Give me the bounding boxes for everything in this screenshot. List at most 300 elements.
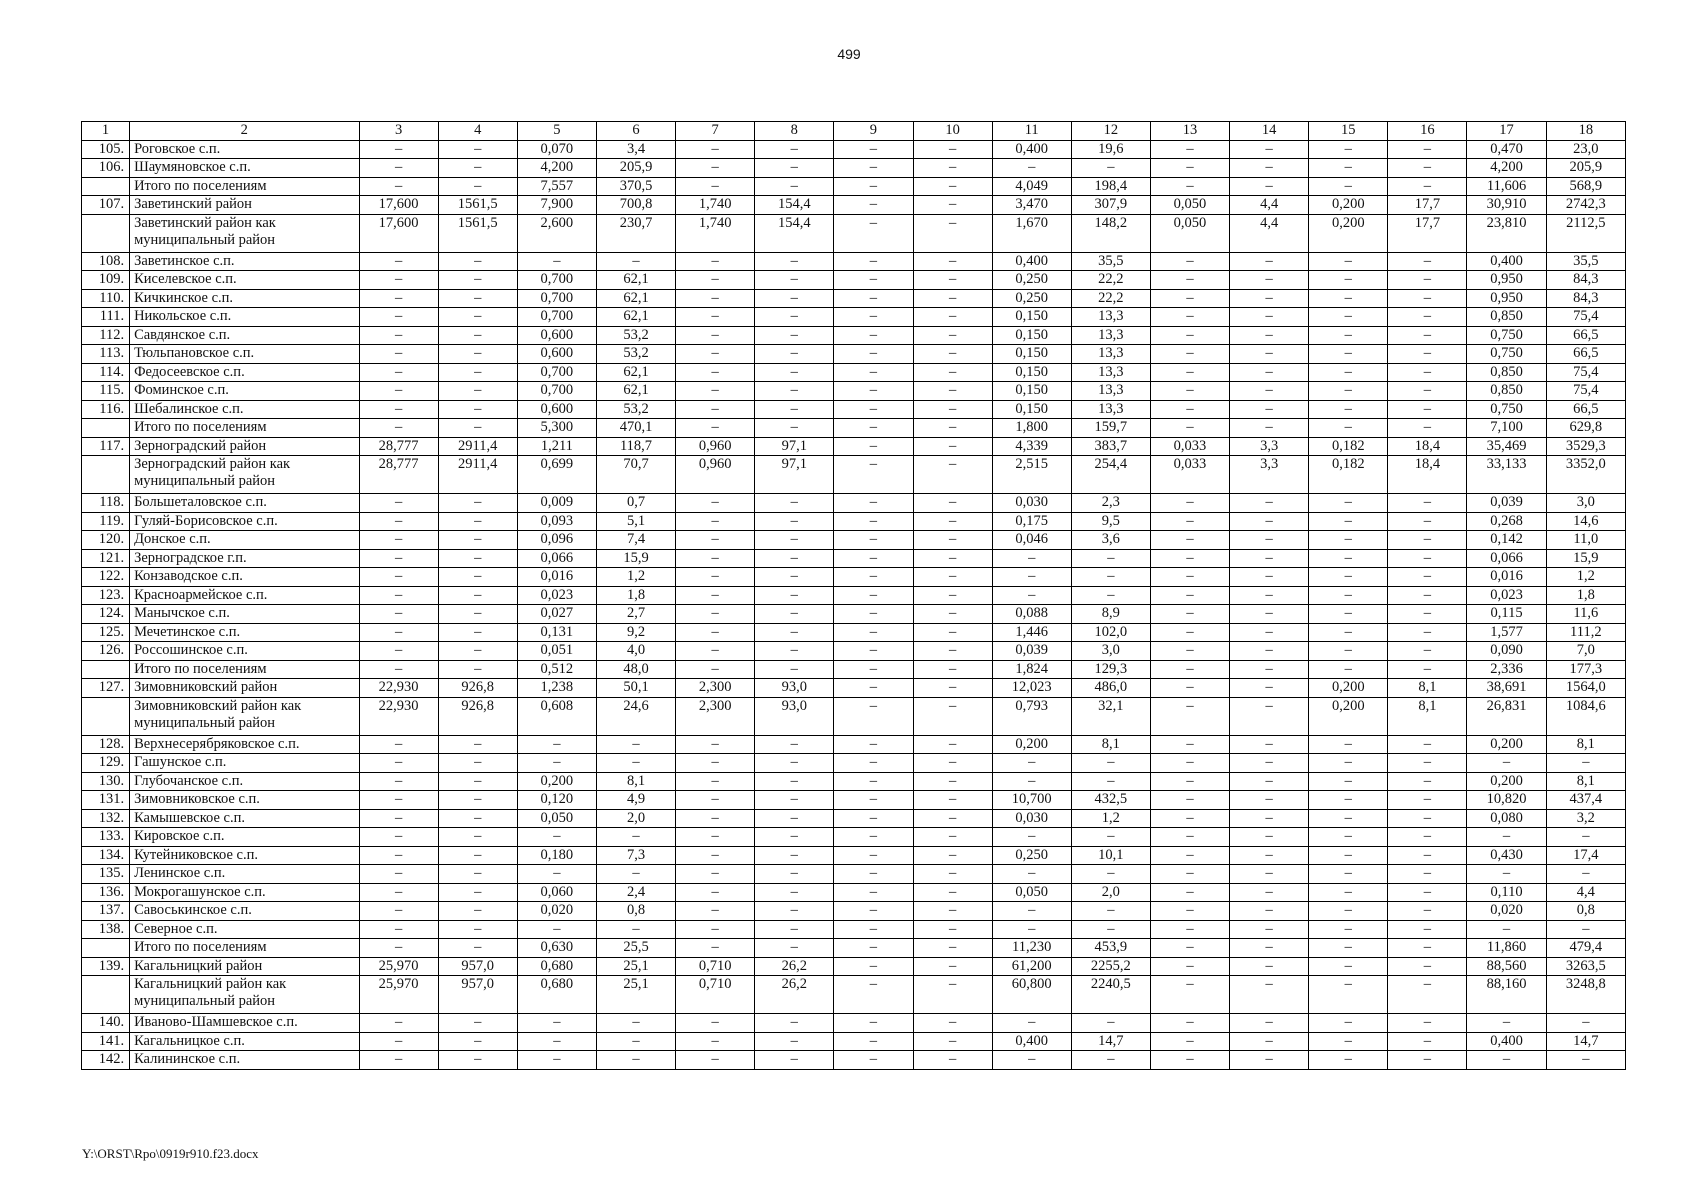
row-number: 117. (82, 437, 130, 456)
header-cell: 13 (1150, 122, 1229, 141)
table-cell: – (1309, 1051, 1388, 1070)
table-cell: – (1388, 623, 1467, 642)
table-cell: 0,710 (676, 957, 755, 976)
table-cell: 88,560 (1467, 957, 1546, 976)
table-cell: 10,700 (992, 791, 1071, 810)
table-cell: – (1388, 735, 1467, 754)
table-cell: – (834, 1014, 913, 1033)
table-cell: 1,800 (992, 419, 1071, 438)
table-cell: – (676, 754, 755, 773)
table-cell: – (359, 623, 438, 642)
table-cell: – (992, 159, 1071, 178)
table-cell: 2,7 (596, 605, 675, 624)
table-cell: 7,557 (517, 177, 596, 196)
table-cell: – (1230, 660, 1309, 679)
table-cell: – (755, 289, 834, 308)
table-cell: – (676, 735, 755, 754)
table-row (82, 437, 1626, 456)
table-cell: 957,0 (438, 957, 517, 976)
table-cell: – (359, 846, 438, 865)
table-cell: – (1071, 754, 1150, 773)
table-cell: – (755, 419, 834, 438)
table-cell: – (1150, 494, 1229, 513)
table-cell: – (913, 196, 992, 215)
table-cell: – (1230, 494, 1309, 513)
table-row (82, 196, 1626, 215)
table-cell: 0,023 (1467, 586, 1546, 605)
table-cell: – (913, 623, 992, 642)
table-cell: – (1309, 623, 1388, 642)
table-cell: – (1230, 308, 1309, 327)
table-cell: – (1309, 419, 1388, 438)
table-cell: 0,088 (992, 605, 1071, 624)
table-cell: 568,9 (1546, 177, 1625, 196)
table-cell: 17,7 (1388, 214, 1467, 252)
table-cell: – (834, 679, 913, 698)
header-cell: 4 (438, 122, 517, 141)
table-cell: 205,9 (596, 159, 675, 178)
table-cell: 0,700 (517, 382, 596, 401)
table-cell: 0,175 (992, 512, 1071, 531)
table-cell: 0,200 (992, 735, 1071, 754)
table-cell: 35,469 (1467, 437, 1546, 456)
table-cell: – (1309, 939, 1388, 958)
table-cell: 0,016 (1467, 568, 1546, 587)
table-cell: – (438, 883, 517, 902)
table-cell: 5,1 (596, 512, 675, 531)
table-row (82, 289, 1626, 308)
table-cell: 18,4 (1388, 456, 1467, 494)
table-cell: – (913, 363, 992, 382)
table-cell: 84,3 (1546, 289, 1625, 308)
table-cell: 9,2 (596, 623, 675, 642)
table-cell: 26,831 (1467, 697, 1546, 735)
table-cell: – (1071, 865, 1150, 884)
table-cell: – (517, 828, 596, 847)
table-cell: – (359, 939, 438, 958)
table-cell: – (834, 754, 913, 773)
table-cell: – (913, 957, 992, 976)
table-cell: – (834, 1032, 913, 1051)
table-cell: 61,200 (992, 957, 1071, 976)
table-cell: 8,1 (1388, 679, 1467, 698)
table-cell: 230,7 (596, 214, 675, 252)
table-cell: – (676, 363, 755, 382)
table-cell: 25,5 (596, 939, 675, 958)
table-cell: 0,250 (992, 846, 1071, 865)
table-cell: 13,3 (1071, 382, 1150, 401)
table-cell: – (834, 326, 913, 345)
table-cell: – (359, 772, 438, 791)
table-cell: 4,4 (1230, 214, 1309, 252)
table-cell: – (1388, 1051, 1467, 1070)
table-cell: 0,016 (517, 568, 596, 587)
table-cell: – (834, 772, 913, 791)
row-name: Киселевское с.п. (130, 271, 359, 290)
table-cell: 7,3 (596, 846, 675, 865)
table-cell: – (438, 902, 517, 921)
table-cell: 1,2 (1546, 568, 1625, 587)
table-cell: – (992, 586, 1071, 605)
table-cell: 88,160 (1467, 976, 1546, 1014)
table-cell: 97,1 (755, 456, 834, 494)
table-cell: – (517, 1014, 596, 1033)
table-cell: 22,2 (1071, 289, 1150, 308)
table-cell: 3,2 (1546, 809, 1625, 828)
table-cell: – (834, 828, 913, 847)
table-cell: – (438, 772, 517, 791)
table-cell: – (359, 531, 438, 550)
table-cell: – (517, 252, 596, 271)
table-cell: – (755, 772, 834, 791)
header-cell: 18 (1546, 122, 1625, 141)
table-cell: – (913, 177, 992, 196)
row-name: Мечетинское с.п. (130, 623, 359, 642)
table-cell: 0,180 (517, 846, 596, 865)
table-cell: – (1388, 605, 1467, 624)
table-cell: – (1150, 1051, 1229, 1070)
table-cell: 17,600 (359, 214, 438, 252)
table-cell: 0,699 (517, 456, 596, 494)
table-cell: – (359, 252, 438, 271)
table-cell: 254,4 (1071, 456, 1150, 494)
table-cell: – (1388, 902, 1467, 921)
table-cell: – (913, 400, 992, 419)
table-cell: – (438, 642, 517, 661)
table-cell: – (834, 271, 913, 290)
table-cell: – (1230, 177, 1309, 196)
table-cell: 177,3 (1546, 660, 1625, 679)
table-cell: 7,4 (596, 531, 675, 550)
row-name: Иваново-Шамшевское с.п. (130, 1014, 359, 1033)
table-cell: – (1071, 586, 1150, 605)
table-cell: – (834, 214, 913, 252)
table-cell: – (913, 586, 992, 605)
table-cell: 13,3 (1071, 308, 1150, 327)
table-cell: 0,182 (1309, 456, 1388, 494)
table-cell: – (1309, 828, 1388, 847)
table-cell: – (1071, 1051, 1150, 1070)
table-cell: – (438, 846, 517, 865)
header-cell: 5 (517, 122, 596, 141)
table-cell: – (1150, 939, 1229, 958)
table-cell: – (834, 920, 913, 939)
table-cell: – (1150, 308, 1229, 327)
table-cell: – (834, 400, 913, 419)
table-cell: – (913, 512, 992, 531)
table-cell: – (992, 920, 1071, 939)
table-cell: 24,6 (596, 697, 675, 735)
table-cell: 0,850 (1467, 308, 1546, 327)
table-cell: 11,860 (1467, 939, 1546, 958)
table-cell: – (1309, 846, 1388, 865)
table-cell: – (913, 159, 992, 178)
table-row (82, 568, 1626, 587)
row-name: Верхнесерябряковское с.п. (130, 735, 359, 754)
table-cell: – (438, 382, 517, 401)
table-cell: – (834, 159, 913, 178)
table-cell: – (1388, 177, 1467, 196)
table-cell: – (755, 382, 834, 401)
table-cell: – (1071, 549, 1150, 568)
table-cell: – (1230, 957, 1309, 976)
table-cell: 1,238 (517, 679, 596, 698)
table-cell: – (359, 1014, 438, 1033)
table-cell: – (1309, 289, 1388, 308)
table-cell: – (676, 660, 755, 679)
table-cell: 33,133 (1467, 456, 1546, 494)
table-cell: – (834, 957, 913, 976)
table-cell: – (755, 865, 834, 884)
table-cell: 14,7 (1071, 1032, 1150, 1051)
table-cell: 75,4 (1546, 363, 1625, 382)
table-cell: 0,200 (1309, 679, 1388, 698)
table-cell: – (755, 1051, 834, 1070)
table-cell: – (1230, 289, 1309, 308)
table-cell: – (1309, 660, 1388, 679)
table-cell: 3,3 (1230, 437, 1309, 456)
table-row (82, 1032, 1626, 1051)
table-cell: – (755, 252, 834, 271)
row-name: Россошинское с.п. (130, 642, 359, 661)
table-cell: – (913, 494, 992, 513)
row-number: 108. (82, 252, 130, 271)
table-cell: 2,600 (517, 214, 596, 252)
table-cell: – (1309, 549, 1388, 568)
table-cell: 154,4 (755, 196, 834, 215)
table-cell: 0,960 (676, 456, 755, 494)
table-cell: – (676, 400, 755, 419)
table-cell: 3248,8 (1546, 976, 1625, 1014)
table-cell: 0,200 (1309, 214, 1388, 252)
table-cell: 75,4 (1546, 308, 1625, 327)
table-cell: – (1388, 159, 1467, 178)
table-cell: – (755, 363, 834, 382)
table-cell: – (438, 754, 517, 773)
table-cell: – (359, 754, 438, 773)
table-cell: – (913, 1032, 992, 1051)
table-cell: 0,430 (1467, 846, 1546, 865)
table-cell: – (834, 568, 913, 587)
table-cell: 0,200 (1467, 735, 1546, 754)
table-cell: 0,950 (1467, 289, 1546, 308)
table-cell: – (1230, 828, 1309, 847)
table-cell: – (438, 828, 517, 847)
row-number: 126. (82, 642, 130, 661)
table-cell: – (517, 920, 596, 939)
table-cell: 0,182 (1309, 437, 1388, 456)
row-number: 112. (82, 326, 130, 345)
row-name: Мокрогашунское с.п. (130, 883, 359, 902)
table-cell: – (359, 735, 438, 754)
table-cell: – (755, 809, 834, 828)
row-name: Федосеевское с.п. (130, 363, 359, 382)
table-cell: – (676, 308, 755, 327)
table-cell: 2,515 (992, 456, 1071, 494)
row-number: 106. (82, 159, 130, 178)
table-cell: 0,050 (1150, 214, 1229, 252)
table-cell: – (1150, 1032, 1229, 1051)
table-row (82, 865, 1626, 884)
table-cell: 0,400 (992, 252, 1071, 271)
table-cell: 13,3 (1071, 400, 1150, 419)
table-cell: – (359, 140, 438, 159)
table-cell: – (834, 531, 913, 550)
table-cell: 32,1 (1071, 697, 1150, 735)
table-cell: 0,400 (1467, 1032, 1546, 1051)
table-cell: – (1388, 382, 1467, 401)
table-row (82, 605, 1626, 624)
table-cell: 1,670 (992, 214, 1071, 252)
table-cell: – (1546, 865, 1625, 884)
row-name: Зимовниковский район как муниципальный район (130, 697, 359, 735)
table-cell: 26,2 (755, 957, 834, 976)
table-cell: – (676, 846, 755, 865)
row-number (82, 976, 130, 1014)
header-cell: 12 (1071, 122, 1150, 141)
table-cell: – (834, 456, 913, 494)
table-cell: 0,600 (517, 400, 596, 419)
table-cell: 3,0 (1546, 494, 1625, 513)
table-cell: – (359, 660, 438, 679)
table-cell: – (1230, 271, 1309, 290)
table-cell: – (913, 697, 992, 735)
row-name: Большеталовское с.п. (130, 494, 359, 513)
table-cell: 23,810 (1467, 214, 1546, 252)
table-cell: – (1230, 809, 1309, 828)
table-cell: 1561,5 (438, 196, 517, 215)
table-cell: 0,950 (1467, 271, 1546, 290)
table-row (82, 214, 1626, 252)
table-cell: – (1230, 679, 1309, 698)
row-name: Кировское с.п. (130, 828, 359, 847)
table-cell: 2,4 (596, 883, 675, 902)
table-cell: 0,608 (517, 697, 596, 735)
table-cell: 0,020 (1467, 902, 1546, 921)
table-cell: – (992, 568, 1071, 587)
table-cell: 3,0 (1071, 642, 1150, 661)
table-cell: – (1071, 568, 1150, 587)
table-cell: – (992, 902, 1071, 921)
table-row (82, 177, 1626, 196)
table-cell: 383,7 (1071, 437, 1150, 456)
table-cell: 13,3 (1071, 345, 1150, 364)
table-cell: – (359, 883, 438, 902)
table-cell: – (1230, 865, 1309, 884)
table-cell: – (359, 791, 438, 810)
table-cell: 53,2 (596, 345, 675, 364)
table-cell: 11,6 (1546, 605, 1625, 624)
table-cell: – (438, 252, 517, 271)
table-cell: – (1309, 605, 1388, 624)
table-cell: – (676, 494, 755, 513)
table-cell: – (755, 345, 834, 364)
table-cell: 50,1 (596, 679, 675, 698)
table-cell: – (1388, 308, 1467, 327)
table-cell: – (1309, 809, 1388, 828)
table-cell: 7,0 (1546, 642, 1625, 661)
row-name: Зерноградское г.п. (130, 549, 359, 568)
table-row (82, 828, 1626, 847)
table-cell: – (1309, 326, 1388, 345)
header-cell: 15 (1309, 122, 1388, 141)
table-cell: – (1230, 363, 1309, 382)
table-cell: 1,211 (517, 437, 596, 456)
table-cell: – (1388, 809, 1467, 828)
table-cell: – (1230, 140, 1309, 159)
table-cell: 4,4 (1546, 883, 1625, 902)
table-cell: – (1309, 976, 1388, 1014)
table-row (82, 772, 1626, 791)
table-cell: 0,7 (596, 494, 675, 513)
table-cell: – (1230, 642, 1309, 661)
table-cell: 0,027 (517, 605, 596, 624)
row-number: 110. (82, 289, 130, 308)
table-cell: 0,200 (1309, 196, 1388, 215)
table-cell: 15,9 (1546, 549, 1625, 568)
table-cell: – (1388, 494, 1467, 513)
table-cell: 62,1 (596, 308, 675, 327)
table-cell: 470,1 (596, 419, 675, 438)
row-name: Красноармейское с.п. (130, 586, 359, 605)
table-cell: – (1388, 939, 1467, 958)
table-cell: – (1467, 865, 1546, 884)
table-cell: – (1309, 140, 1388, 159)
table-cell: 926,8 (438, 679, 517, 698)
table-cell: – (676, 623, 755, 642)
table-cell: – (834, 623, 913, 642)
table-cell: – (1150, 549, 1229, 568)
table-cell: – (676, 920, 755, 939)
table-row (82, 697, 1626, 735)
table-cell: – (1388, 791, 1467, 810)
table-cell: 0,051 (517, 642, 596, 661)
row-name: Зимовниковское с.п. (130, 791, 359, 810)
table-cell: – (359, 382, 438, 401)
table-cell: 2,336 (1467, 660, 1546, 679)
table-cell: – (834, 289, 913, 308)
table-cell: 1,8 (1546, 586, 1625, 605)
page-number: 499 (837, 46, 861, 62)
table-cell: – (596, 754, 675, 773)
table-cell: – (1150, 419, 1229, 438)
table-cell: – (1467, 920, 1546, 939)
table-cell: – (1150, 289, 1229, 308)
table-cell: – (755, 791, 834, 810)
table-cell: – (1546, 828, 1625, 847)
table-cell: – (1150, 140, 1229, 159)
table-cell: – (1230, 531, 1309, 550)
table-cell: 9,5 (1071, 512, 1150, 531)
table-cell: – (913, 1014, 992, 1033)
table-cell: – (992, 828, 1071, 847)
table-cell: – (1309, 494, 1388, 513)
table-cell: – (438, 568, 517, 587)
table-cell: – (1071, 159, 1150, 178)
table-cell: – (438, 308, 517, 327)
row-name: Савдянское с.п. (130, 326, 359, 345)
table-cell: – (1309, 772, 1388, 791)
table-cell: – (755, 735, 834, 754)
table-cell: – (1150, 1014, 1229, 1033)
table-cell: 0,200 (1467, 772, 1546, 791)
table-cell: – (596, 1014, 675, 1033)
row-name: Гашунское с.п. (130, 754, 359, 773)
row-number (82, 939, 130, 958)
table-cell: – (438, 920, 517, 939)
table-row (82, 400, 1626, 419)
table-cell: – (1388, 1014, 1467, 1033)
